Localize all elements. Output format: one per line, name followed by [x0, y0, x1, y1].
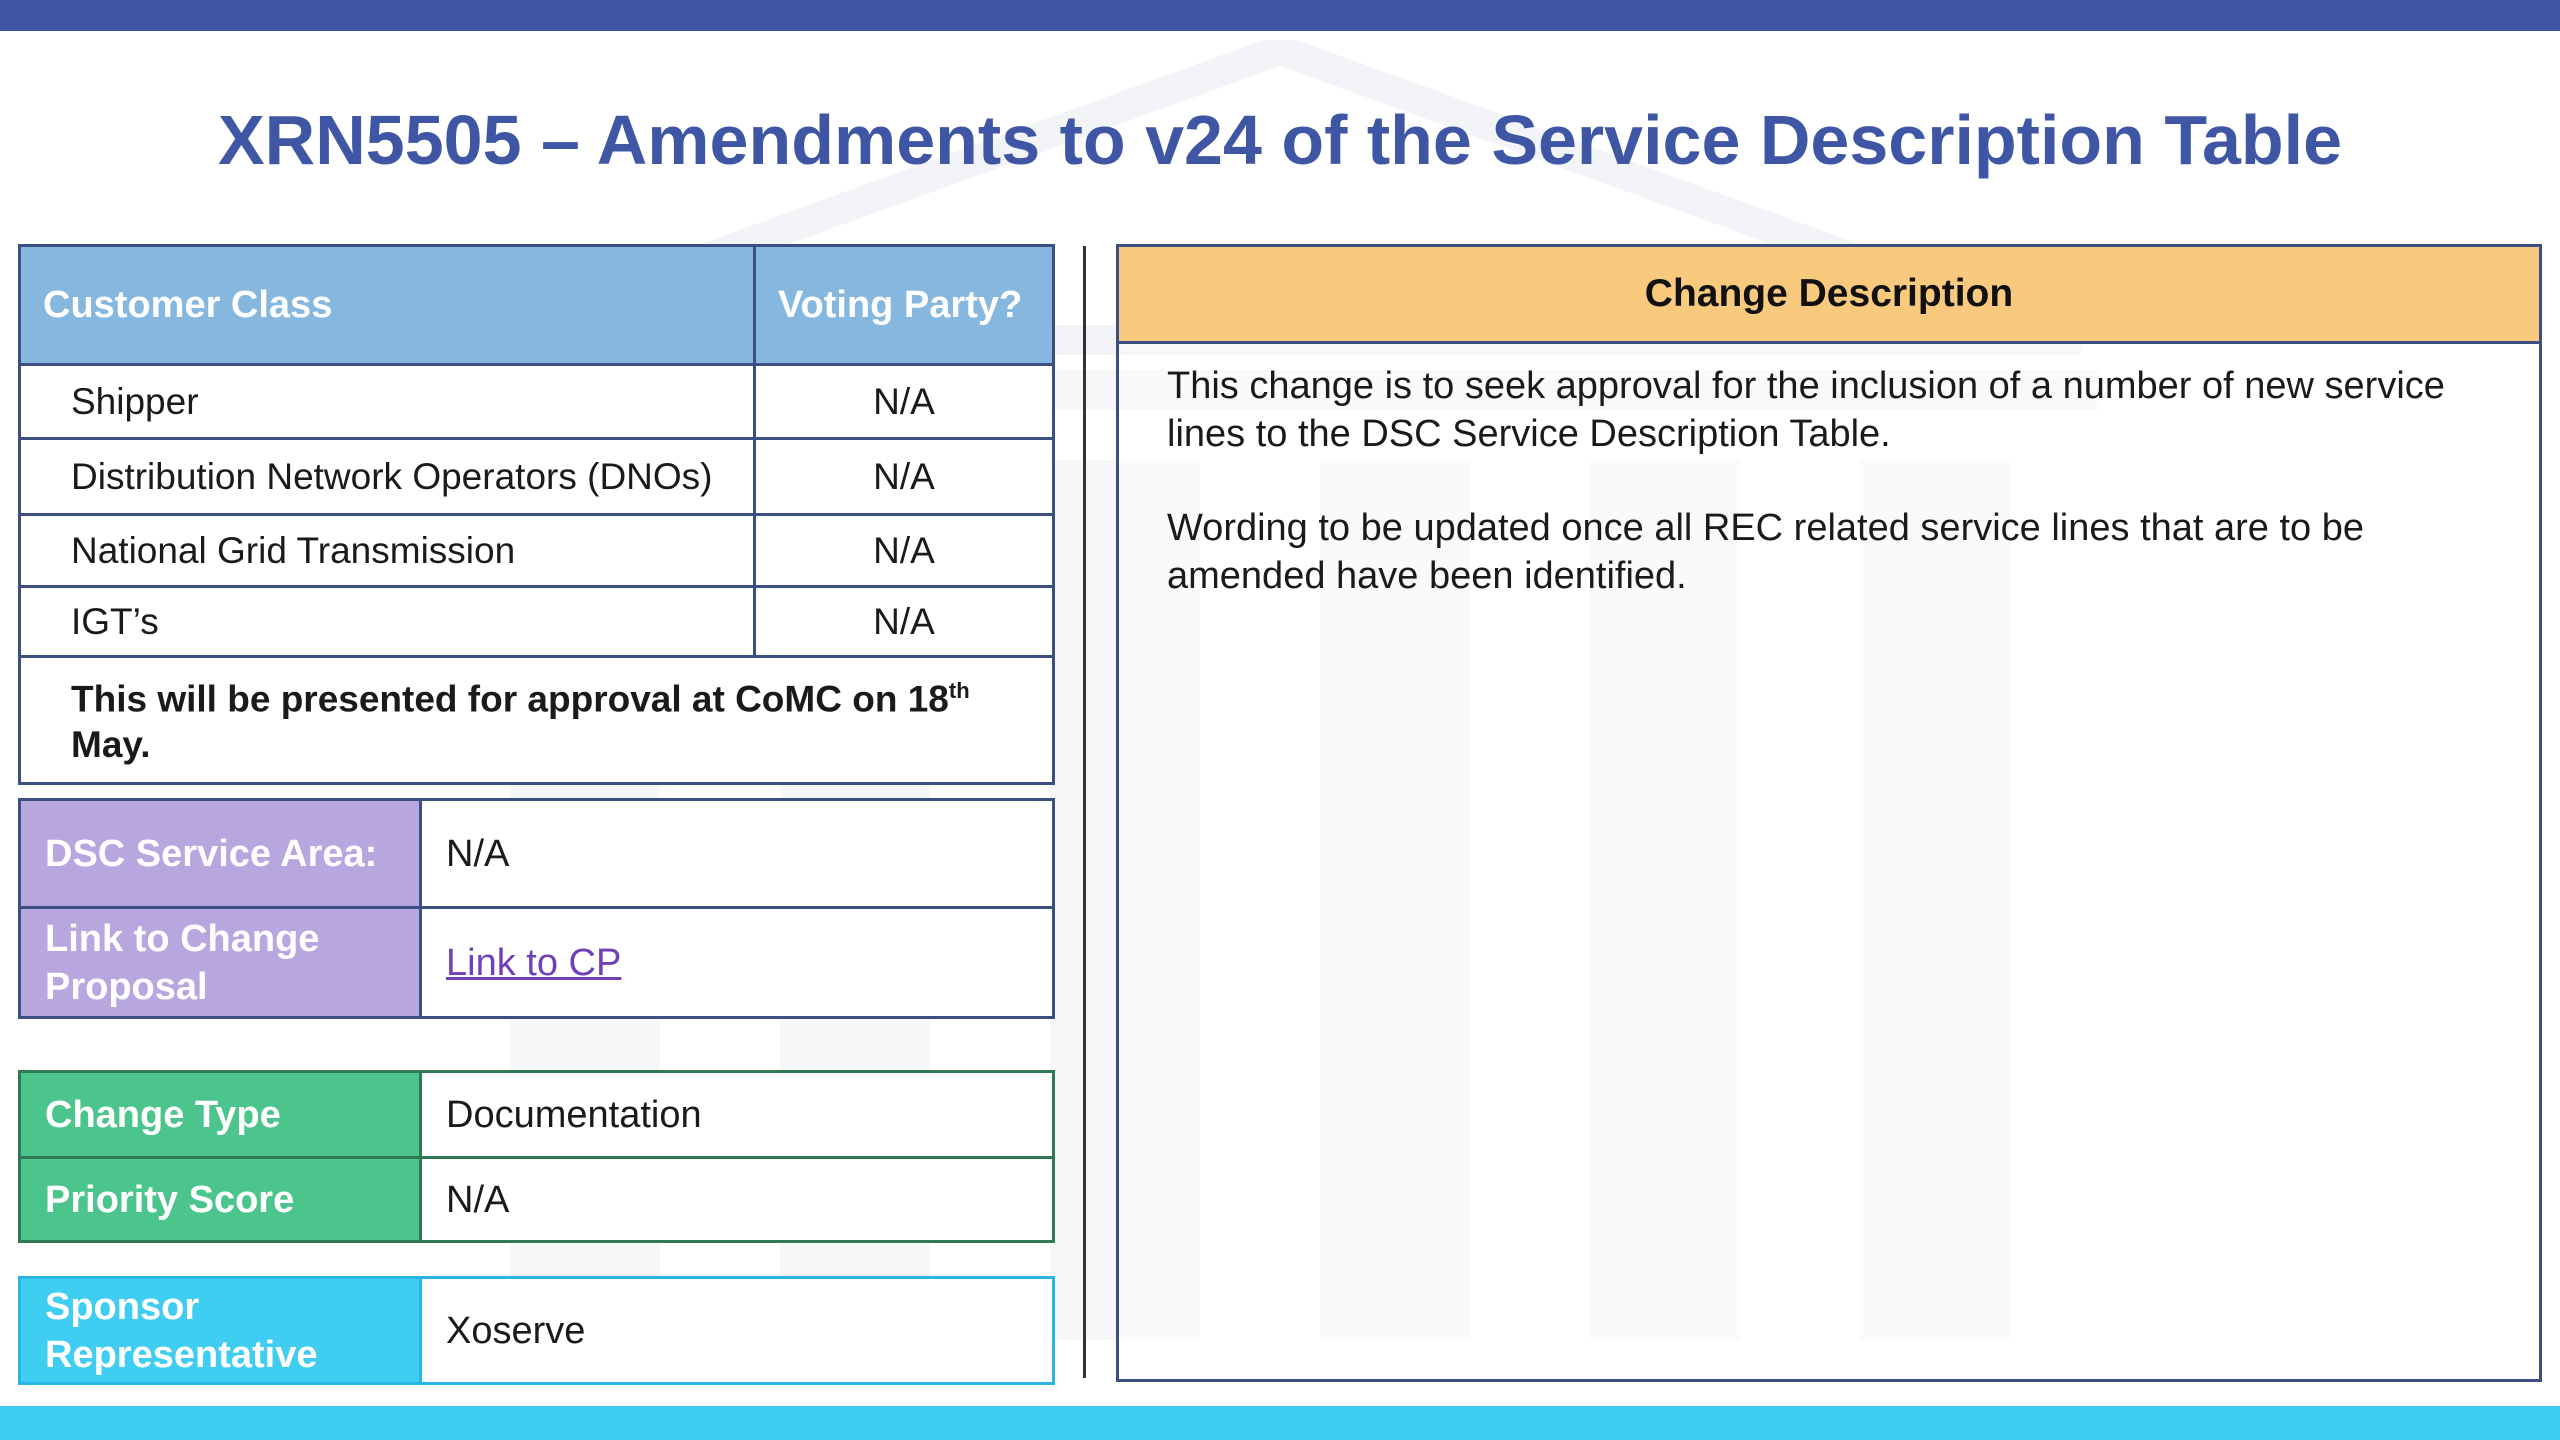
- dsc-service-area-value: N/A: [421, 800, 1054, 908]
- service-area-table: [18, 798, 1055, 1019]
- service-area-row: [20, 800, 1054, 908]
- voting-party-cell: N/A: [755, 439, 1054, 515]
- priority-score-row: [20, 1158, 1054, 1242]
- change-proposal-row: [20, 908, 1054, 1018]
- priority-score-label: Priority Score: [20, 1158, 421, 1242]
- customer-class-cell: Shipper: [20, 365, 755, 439]
- approval-note: [20, 657, 1054, 784]
- priority-score-value: N/A: [421, 1158, 1054, 1242]
- link-to-change-proposal-label: Link to Change Proposal: [20, 908, 421, 1018]
- customer-class-table: [18, 244, 1055, 785]
- change-description-paragraph: Wording to be updated once all REC related service lines that are to be amended have been identified.: [1167, 507, 2364, 597]
- customer-class-cell: Distribution Network Operators (DNOs): [20, 439, 755, 515]
- change-type-label: Change Type: [20, 1072, 421, 1158]
- table-row: [20, 587, 1054, 657]
- change-proposal-cell: [421, 908, 1054, 1018]
- change-description-header: Change Description: [1119, 247, 2539, 344]
- table-row: [20, 515, 1054, 587]
- sponsor-representative-value: Xoserve: [421, 1278, 1054, 1384]
- change-type-value: Documentation: [421, 1072, 1054, 1158]
- bottom-accent-bar: [0, 1406, 2560, 1440]
- voting-party-cell: N/A: [755, 587, 1054, 657]
- change-type-row: [20, 1072, 1054, 1158]
- sponsor-table: [18, 1276, 1055, 1385]
- page-title: XRN5505 – Amendments to v24 of the Service Description Table: [217, 101, 2343, 179]
- change-type-table: [18, 1070, 1055, 1243]
- top-accent-bar: [0, 0, 2560, 31]
- table-row: [20, 365, 1054, 439]
- approval-note-tail: May.: [71, 724, 151, 766]
- dsc-service-area-label: DSC Service Area:: [20, 800, 421, 908]
- column-divider: [1083, 246, 1086, 1378]
- change-description-paragraph: This change is to seek approval for the inclusion of a number of new service lines to the DSC Service Description Table.: [1167, 365, 2445, 455]
- approval-note-row: [20, 657, 1054, 784]
- voting-party-header: Voting Party?: [755, 246, 1054, 365]
- link-to-cp-link[interactable]: Link to CP: [446, 941, 622, 984]
- table-row: [20, 439, 1054, 515]
- voting-party-cell: N/A: [755, 515, 1054, 587]
- sponsor-representative-label: Sponsor Representative: [20, 1278, 421, 1384]
- customer-class-cell: National Grid Transmission: [20, 515, 755, 587]
- approval-note-superscript: th: [948, 678, 970, 703]
- voting-party-cell: N/A: [755, 365, 1054, 439]
- approval-note-text: This will be presented for approval at CoMC on 18: [71, 678, 949, 720]
- customer-class-header: Customer Class: [20, 246, 755, 365]
- customer-class-header-row: [20, 246, 1054, 365]
- change-description-body: [1119, 344, 2539, 664]
- customer-class-cell: IGT’s: [20, 587, 755, 657]
- sponsor-row: [20, 1278, 1054, 1384]
- change-description-panel: [1116, 244, 2542, 1382]
